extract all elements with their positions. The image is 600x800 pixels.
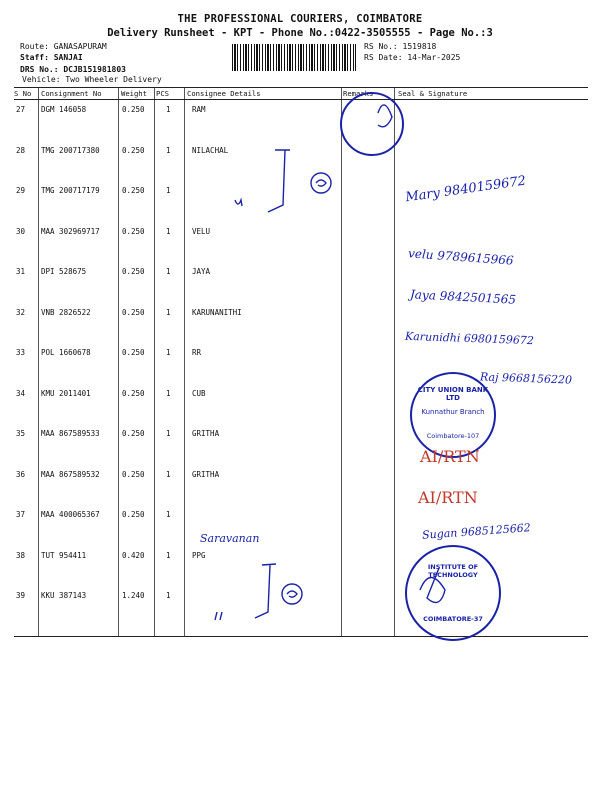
cell-pcs: 1 [166, 510, 171, 519]
pen-mark [235, 200, 242, 206]
stamp-institute-line2: COIMBATORE-37 [423, 615, 483, 623]
cell-pcs: 1 [166, 348, 171, 357]
rs-date-value: 14-Mar-2025 [407, 53, 461, 62]
cell-consignment: TUT 954411 [41, 550, 87, 560]
cell-pcs: 1 [166, 105, 171, 114]
cell-weight: 0.250 [122, 186, 145, 195]
cell-sno: 36 [16, 469, 26, 479]
cell-sno: 37 [16, 510, 26, 519]
cell-pcs: 1 [166, 591, 171, 600]
cell-sno: 34 [16, 388, 26, 398]
cell-weight: 0.250 [122, 429, 145, 438]
cell-sno: 39 [16, 591, 26, 600]
vehicle-value: Two Wheeler Delivery [65, 75, 162, 84]
signature-row29: Mary 9840159672 [404, 173, 527, 206]
col-seal: Seal & Signature [398, 89, 468, 98]
col-pcs: PCS [156, 89, 169, 98]
cell-weight: 0.250 [122, 226, 145, 236]
cell-consignment: KKU 387143 [41, 591, 87, 600]
cell-consignee: VELU [192, 226, 211, 236]
cell-weight: 0.250 [122, 469, 145, 479]
signature-row31: Jaya 9842501565 [409, 287, 517, 307]
cell-consignee: RR [192, 348, 202, 357]
cell-consignee: NILACHAL [192, 145, 229, 155]
cell-sno: 38 [16, 550, 26, 560]
pen-mark [268, 150, 290, 212]
cell-consignment: MAA 400065367 [41, 510, 100, 519]
cell-consignment: MAA 867589532 [41, 469, 100, 479]
cell-weight: 0.250 [122, 388, 145, 398]
cell-consignment: VNB 2826522 [41, 307, 91, 317]
cell-consignment: DPI 528675 [41, 267, 87, 276]
vehicle-label: Vehicle: [22, 75, 61, 84]
signature-row33: Raj 9668156220 [479, 370, 573, 387]
cell-consignment: KMU 2011401 [41, 388, 91, 398]
cell-pcs: 1 [166, 186, 171, 195]
stamp-institute [405, 545, 501, 641]
cell-consignee: CUB [192, 388, 206, 398]
cell-consignment: MAA 302969717 [41, 226, 100, 236]
cell-sno: 28 [16, 145, 26, 155]
cell-consignee: PPG [192, 550, 206, 560]
pen-mark [282, 584, 302, 604]
cell-consignee: GRITHA [192, 469, 220, 479]
cell-sno: 32 [16, 307, 26, 317]
cell-consignee: RAM [192, 105, 206, 114]
stamp-cub-line2: Kunnathur Branch [421, 408, 485, 416]
stamp-city-union-bank [410, 372, 496, 458]
cell-consignee: JAYA [192, 267, 211, 276]
col-weight: Weight [121, 89, 147, 98]
cell-sno: 35 [16, 429, 26, 438]
route-value: GANASAPURAM [53, 42, 107, 51]
rs-date-label: RS Date: [364, 53, 403, 62]
col-remarks: Remarks [343, 89, 374, 98]
pen-mark [316, 180, 326, 186]
runsheet-subtitle: Delivery Runsheet - KPT - Phone No.:0422-3505555 - Page No.:3 [107, 27, 493, 39]
remark-row36: AI/RTN [418, 488, 478, 507]
stamp-cub-line1: CITY UNION BANK LTD [417, 386, 489, 402]
cell-weight: 0.420 [122, 550, 145, 560]
signature-row32: Karunidhi 6980159672 [404, 329, 535, 348]
cell-weight: 0.250 [122, 510, 145, 519]
cell-consignee: KARUNANITHI [192, 307, 242, 317]
cell-pcs: 1 [166, 145, 171, 155]
cell-consignment: DGM 146058 [41, 105, 87, 114]
signature-row30: velu 9789615966 [407, 246, 514, 268]
cell-weight: 0.250 [122, 267, 145, 276]
staff-value: SANJAI [53, 53, 83, 62]
drs-label: DRS No.: [20, 65, 59, 74]
cell-weight: 0.250 [122, 145, 145, 155]
cell-pcs: 1 [166, 388, 171, 398]
cell-consignment: MAA 867589533 [41, 429, 100, 438]
cell-weight: 0.250 [122, 348, 145, 357]
stamp-seal-top [340, 92, 404, 156]
cell-pcs: 1 [166, 429, 171, 438]
col-consignment: Consignment No [41, 89, 102, 98]
cell-consignment: TMG 200717380 [41, 145, 100, 155]
pen-mark [287, 591, 297, 597]
cell-consignee: GRITHA [192, 429, 220, 438]
cell-consignment: TMG 200717179 [41, 186, 100, 195]
pen-mark [255, 564, 276, 618]
signature-row37: Sugan 9685125662 [421, 521, 532, 542]
cell-pcs: 1 [166, 267, 171, 276]
cell-pcs: 1 [166, 307, 171, 317]
route-label: Route: [20, 42, 49, 51]
staff-label: Staff: [20, 53, 49, 62]
cell-sno: 27 [16, 105, 26, 114]
rs-no-label: RS No.: [364, 42, 398, 51]
cell-pcs: 1 [166, 550, 171, 560]
cell-weight: 1.240 [122, 591, 145, 600]
rs-no-value: 1519818 [402, 42, 437, 51]
cell-consignment: POL 1660678 [41, 348, 91, 357]
cell-pcs: 1 [166, 226, 171, 236]
stamp-cub-line3: Coimbatore-107 [426, 432, 480, 440]
col-consignee: Consignee Details [187, 89, 261, 98]
cell-sno: 29 [16, 186, 26, 195]
stamp-institute-line1: INSTITUTE OF TECHNOLOGY [427, 563, 479, 579]
col-sno: S No [14, 89, 32, 98]
pen-mark [215, 612, 222, 620]
drs-value: DCJB151981803 [63, 65, 126, 74]
cell-pcs: 1 [166, 469, 171, 479]
cell-sno: 30 [16, 226, 26, 236]
cell-sno: 31 [16, 267, 26, 276]
pen-mark [311, 173, 331, 193]
cell-sno: 33 [16, 348, 26, 357]
cell-weight: 0.250 [122, 307, 145, 317]
remark-row35: AI/RTN [420, 447, 480, 466]
cell-weight: 0.250 [122, 105, 145, 114]
company-title: THE PROFESSIONAL COURIERS, COIMBATORE [177, 13, 423, 25]
handwritten-name-row37: Saravanan [200, 532, 260, 545]
